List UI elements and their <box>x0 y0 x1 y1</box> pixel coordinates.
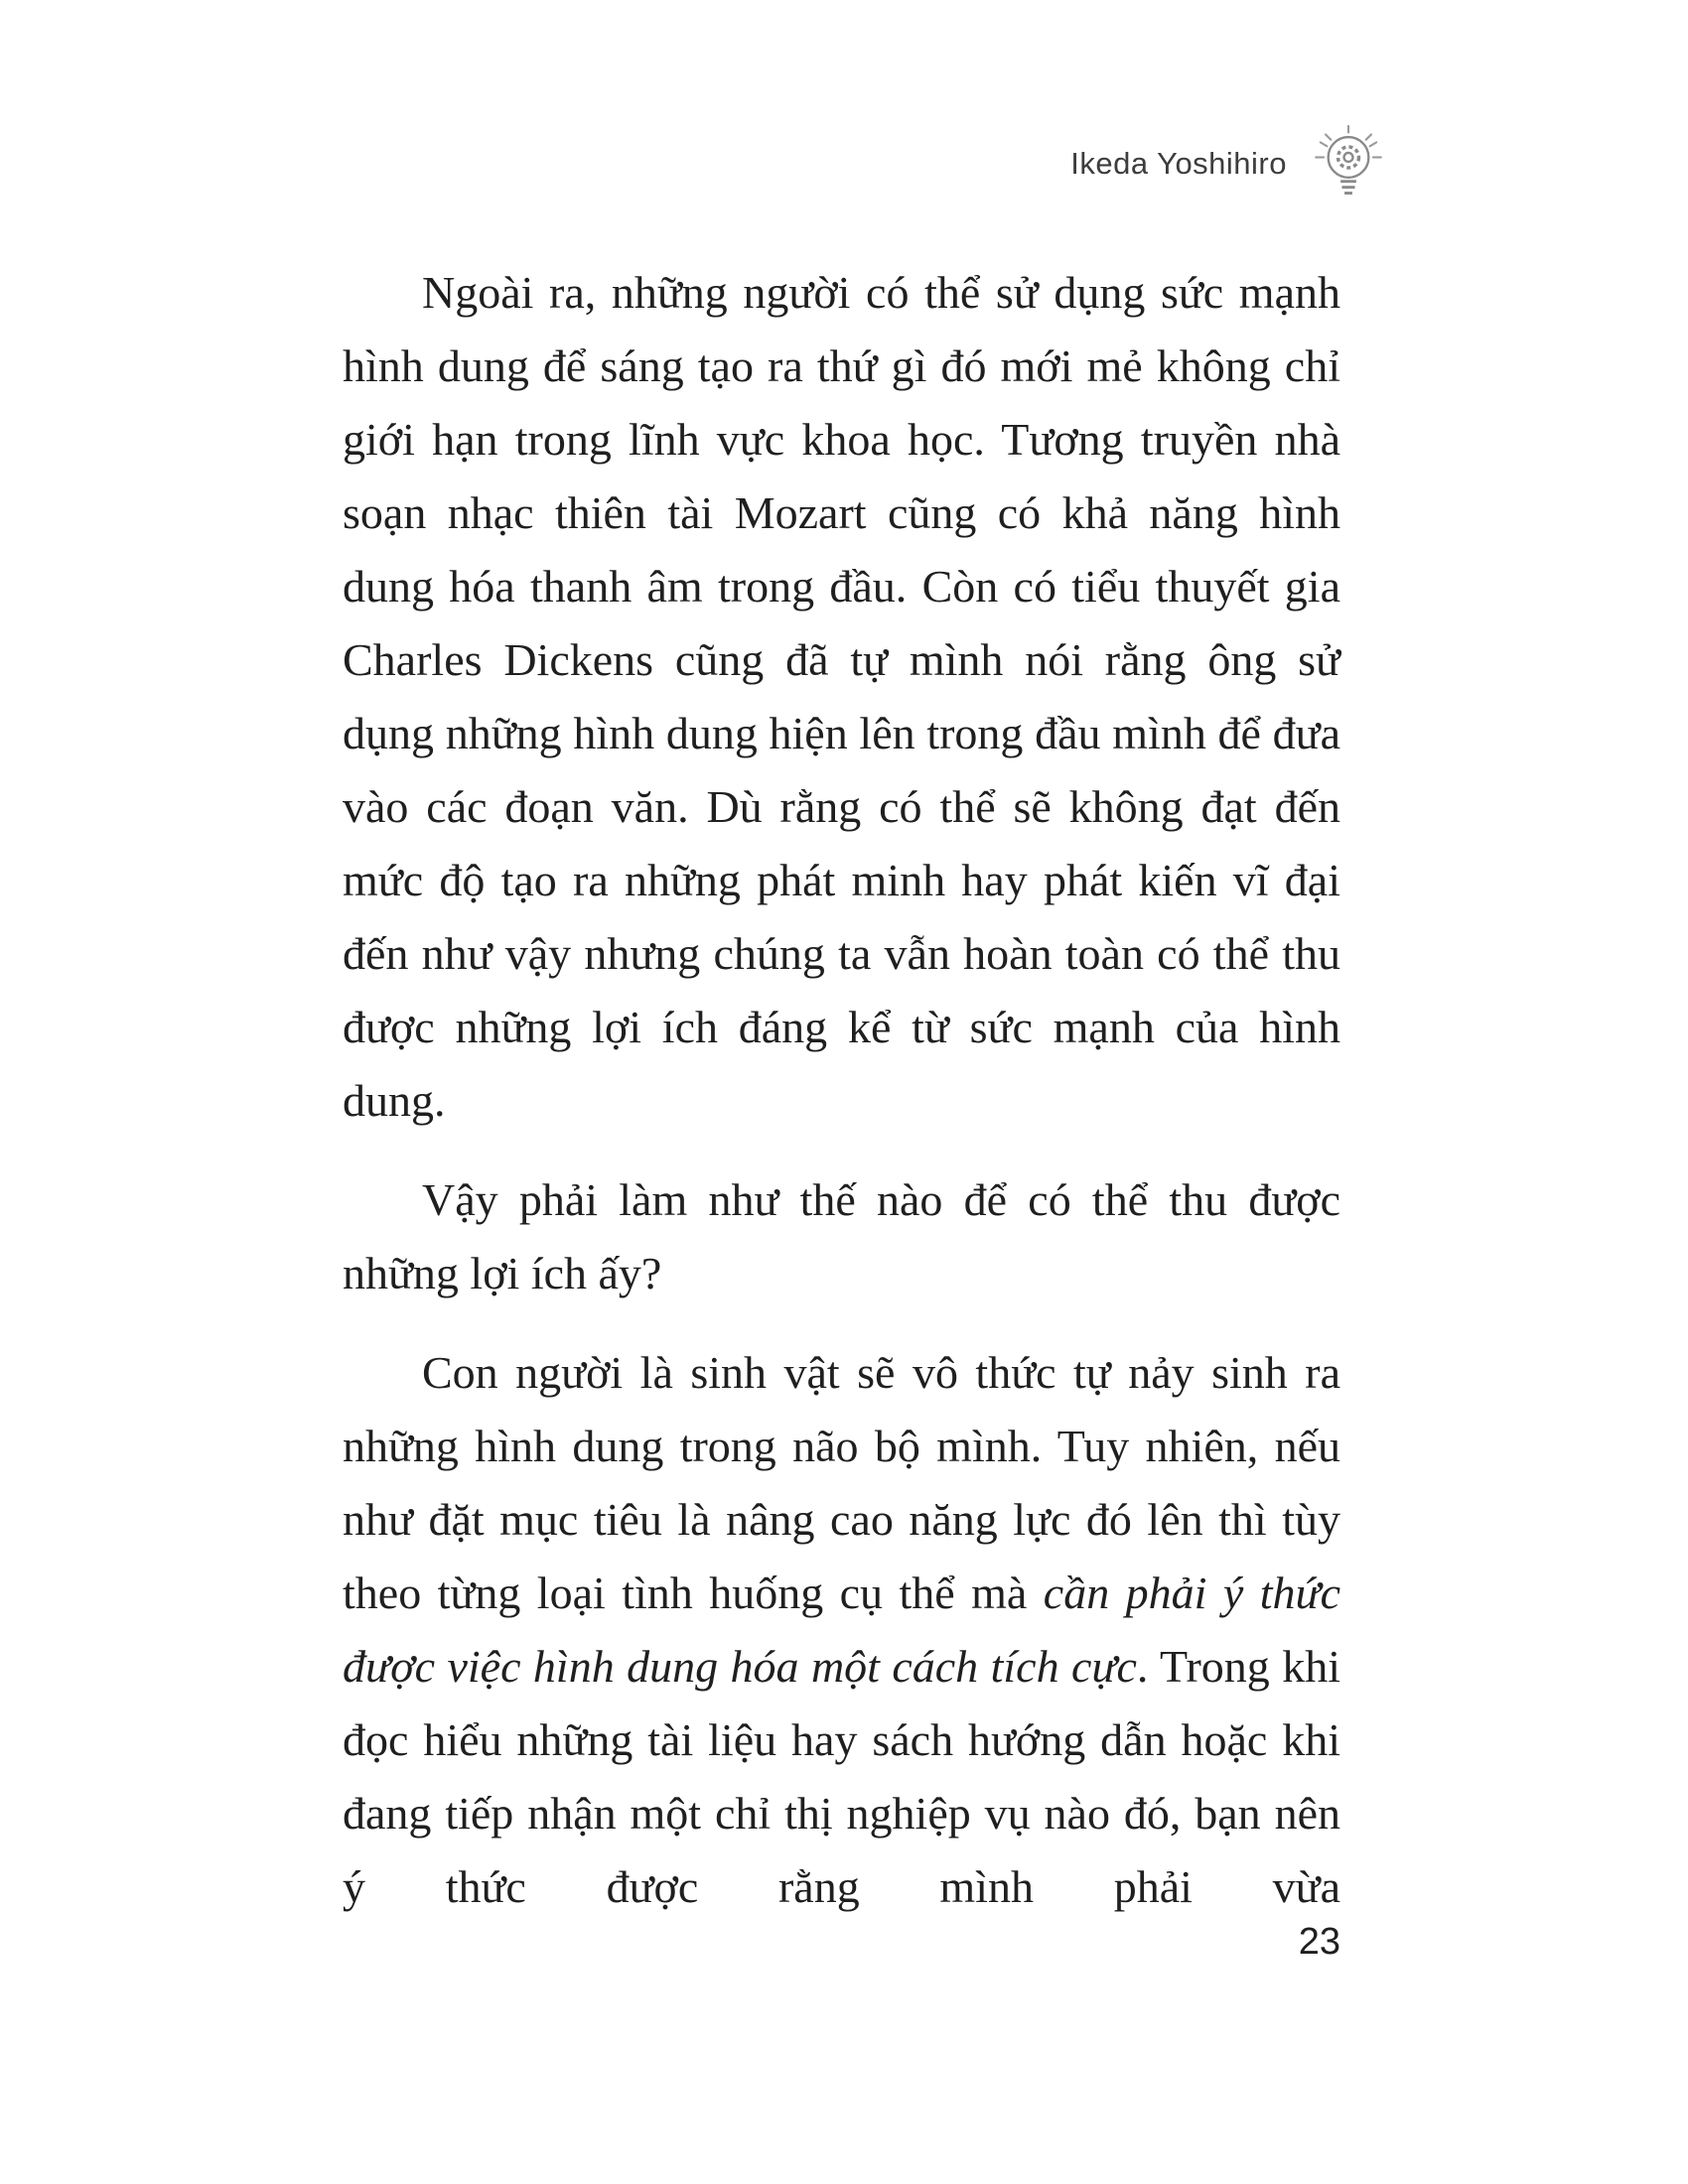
page-footer <box>343 1921 1340 1964</box>
paragraph-3-text: Con người là sinh vật sẽ vô thức tự nảy sinh ra những hình dung trong não bộ mình. Tuy nhiên, nếu như đặt mục tiêu là nâng cao năng lực đó lên thì tùy theo từng loại tình huống cụ thể mà <box>343 1347 1340 1618</box>
paragraph-1: Ngoài ra, những người có thể sử dụng sức mạnh hình dung để sáng tạo ra thứ gì đó mới mẻ không chỉ giới hạn trong lĩnh vực khoa học. Tương truyền nhà soạn nhạc thiên tài Mozart cũng có khả năng hình dung hóa thanh âm trong đầu. Còn có tiểu thuyết gia Charles Dickens cũng đã tự mình nói rằng ông sử dụng những hình dung hiện lên trong đầu mình để đưa vào các đoạn văn. Dù rằng có thể sẽ không đạt đến mức độ tạo ra những phát minh hay phát kiến vĩ đại đến như vậy nhưng chúng ta vẫn hoàn toàn có thể thu được những lợi ích đáng kể từ sức mạnh của hình dung. <box>343 267 1340 1126</box>
lightbulb-gear-icon <box>1307 122 1390 205</box>
paragraph-2: Vậy phải làm như thế nào để có thể thu được những lợi ích ấy? <box>343 1174 1340 1298</box>
page-body <box>343 256 1340 1950</box>
page-number: 23 <box>1298 1921 1340 1963</box>
page-header <box>343 119 1390 208</box>
author-name: Ikeda Yoshihiro <box>1070 146 1287 181</box>
paragraph-3-text-cont: . Trong khi đọc hiểu những tài liệu hay sách hướng dẫn hoặc khi đang tiếp nhận một chỉ thị nghiệp vụ nào đó, bạn nên ý thức được rằng mình phải vừa <box>343 1641 1340 1912</box>
paragraph-3 <box>343 1336 1340 1924</box>
paragraph-3-emphasis: cần phải ý thức được việc hình dung hóa một cách tích cực <box>343 1568 1340 1692</box>
